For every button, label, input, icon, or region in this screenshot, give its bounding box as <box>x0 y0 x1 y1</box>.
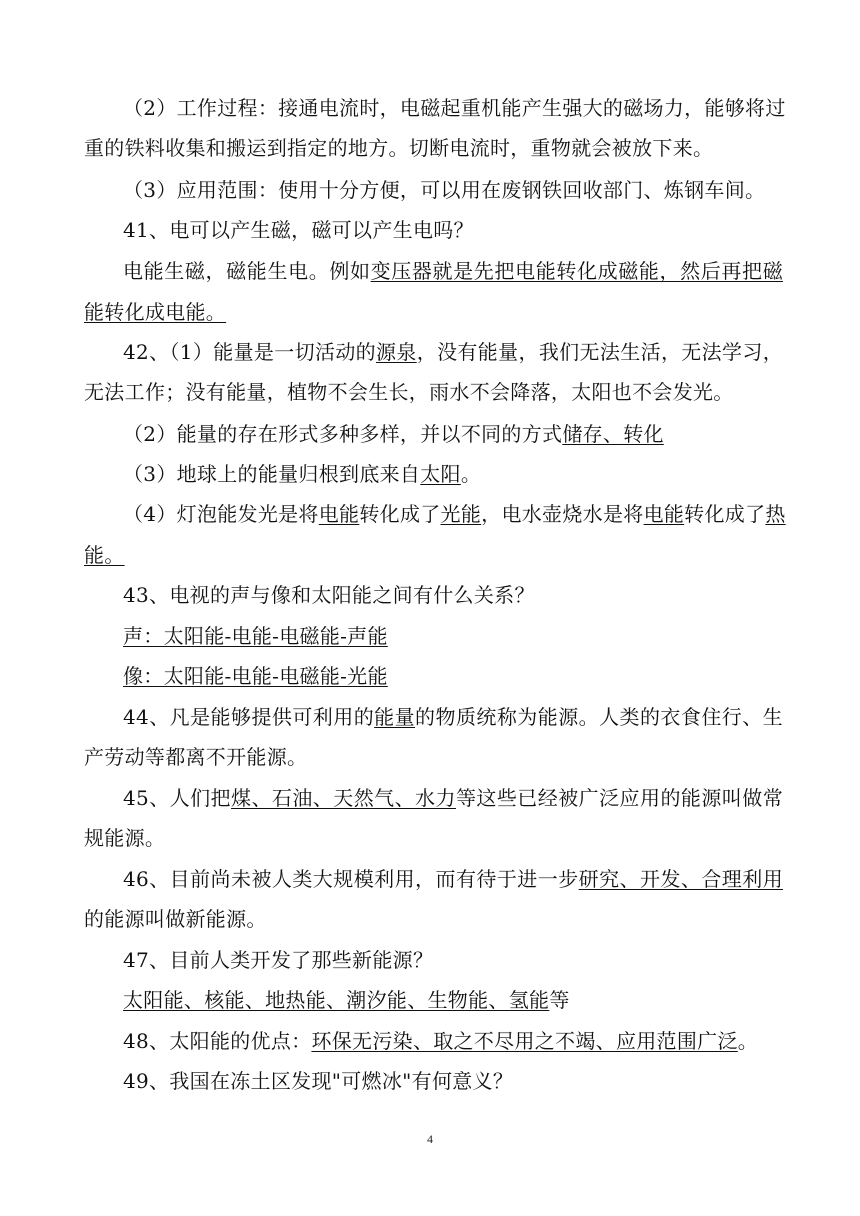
answer-underline: 像：太阳能-电能-电磁能-光能 <box>123 664 388 688</box>
question-45: 45、人们把煤、石油、天然气、水力等这些已经被广泛应用的能源叫做常 <box>123 786 783 810</box>
page-number: 4 <box>427 1132 433 1146</box>
text-line: 太阳能、核能、地热能、潮汐能、生物能、氢能等 <box>123 988 570 1012</box>
answer-underline: 源泉 <box>376 340 417 364</box>
answer-underline: 环保无污染、取之不尽用之不竭、应用范围广泛 <box>311 1029 738 1053</box>
answer-underline: 储存、转化 <box>562 422 664 446</box>
answer-underline: 太阳能、核能、地热能、潮汐能、生物能、氢能 <box>123 988 550 1012</box>
text-line: （2）工作过程：接通电流时，电磁起重机能产生强大的磁场力，能够将过 <box>123 96 786 120</box>
text-line <box>123 622 783 650</box>
text-line <box>84 298 784 326</box>
answer-underline: 光能 <box>440 502 482 526</box>
answer-underline: 能。 <box>84 543 125 567</box>
answer-underline: 能转化成电能。 <box>84 300 227 324</box>
question-44: 44、凡是能够提供可利用的能量的物质统称为能源。人类的衣食住行、生 <box>123 705 783 729</box>
question-42: 42、（1）能量是一切活动的源泉，没有能量，我们无法生活，无法学习， <box>123 340 783 364</box>
text-line <box>84 541 784 569</box>
text-line: 产劳动等都离不开能源。 <box>84 745 308 769</box>
answer-underline: 研究、开发、合理利用 <box>578 867 784 891</box>
text-line: （2）能量的存在形式多种多样，并以不同的方式储存、转化 <box>123 422 664 446</box>
text-line: 电能生磁，磁能生电。例如变压器就是先把电能转化成磁能，然后再把磁 <box>123 259 783 283</box>
question-43: 43、电视的声与像和太阳能之间有什么关系？ <box>123 583 535 607</box>
answer-underline: 能量 <box>374 705 416 729</box>
answer-underline: 电能 <box>643 502 685 526</box>
text-line: （3）应用范围：使用十分方便，可以用在废钢铁回收部门、炼钢车间。 <box>123 178 766 202</box>
answer-underline: 太阳 <box>420 462 461 486</box>
question-47: 47、目前人类开发了那些新能源？ <box>123 948 434 972</box>
text-line: 无法工作；没有能量，植物不会生长，雨水不会降落，太阳也不会发光。 <box>84 380 734 404</box>
answer-underline: 声：太阳能-电能-电磁能-声能 <box>123 624 388 648</box>
question-41: 41、电可以产生磁，磁可以产生电吗？ <box>123 218 474 242</box>
question-46: 46、目前尚未被人类大规模利用，而有待于进一步研究、开发、合理利用 <box>123 867 784 891</box>
text-line <box>123 662 783 690</box>
answer-underline: 热 <box>765 502 786 526</box>
question-49: 49、我国在冻土区发现"可燃冰"有何意义？ <box>123 1069 514 1093</box>
text-line: （3）地球上的能量归根到底来自太阳。 <box>123 462 482 486</box>
answer-underline: 变压器就是先把电能转化成磁能，然后再把磁 <box>370 259 783 283</box>
text-line: 重的铁料收集和搬运到指定的地方。切断电流时，重物就会被放下来。 <box>84 136 714 160</box>
question-48: 48、太阳能的优点：环保无污染、取之不尽用之不竭、应用范围广泛。 <box>123 1029 759 1053</box>
answer-underline: 电能 <box>318 502 360 526</box>
text-line: 规能源。 <box>84 826 166 850</box>
text-line: （4）灯泡能发光是将电能转化成了光能，电水壶烧水是将电能转化成了热 <box>123 502 786 526</box>
text-line: 的能源叫做新能源。 <box>84 907 267 931</box>
answer-underline: 煤、石油、天然气、水力 <box>231 786 456 810</box>
